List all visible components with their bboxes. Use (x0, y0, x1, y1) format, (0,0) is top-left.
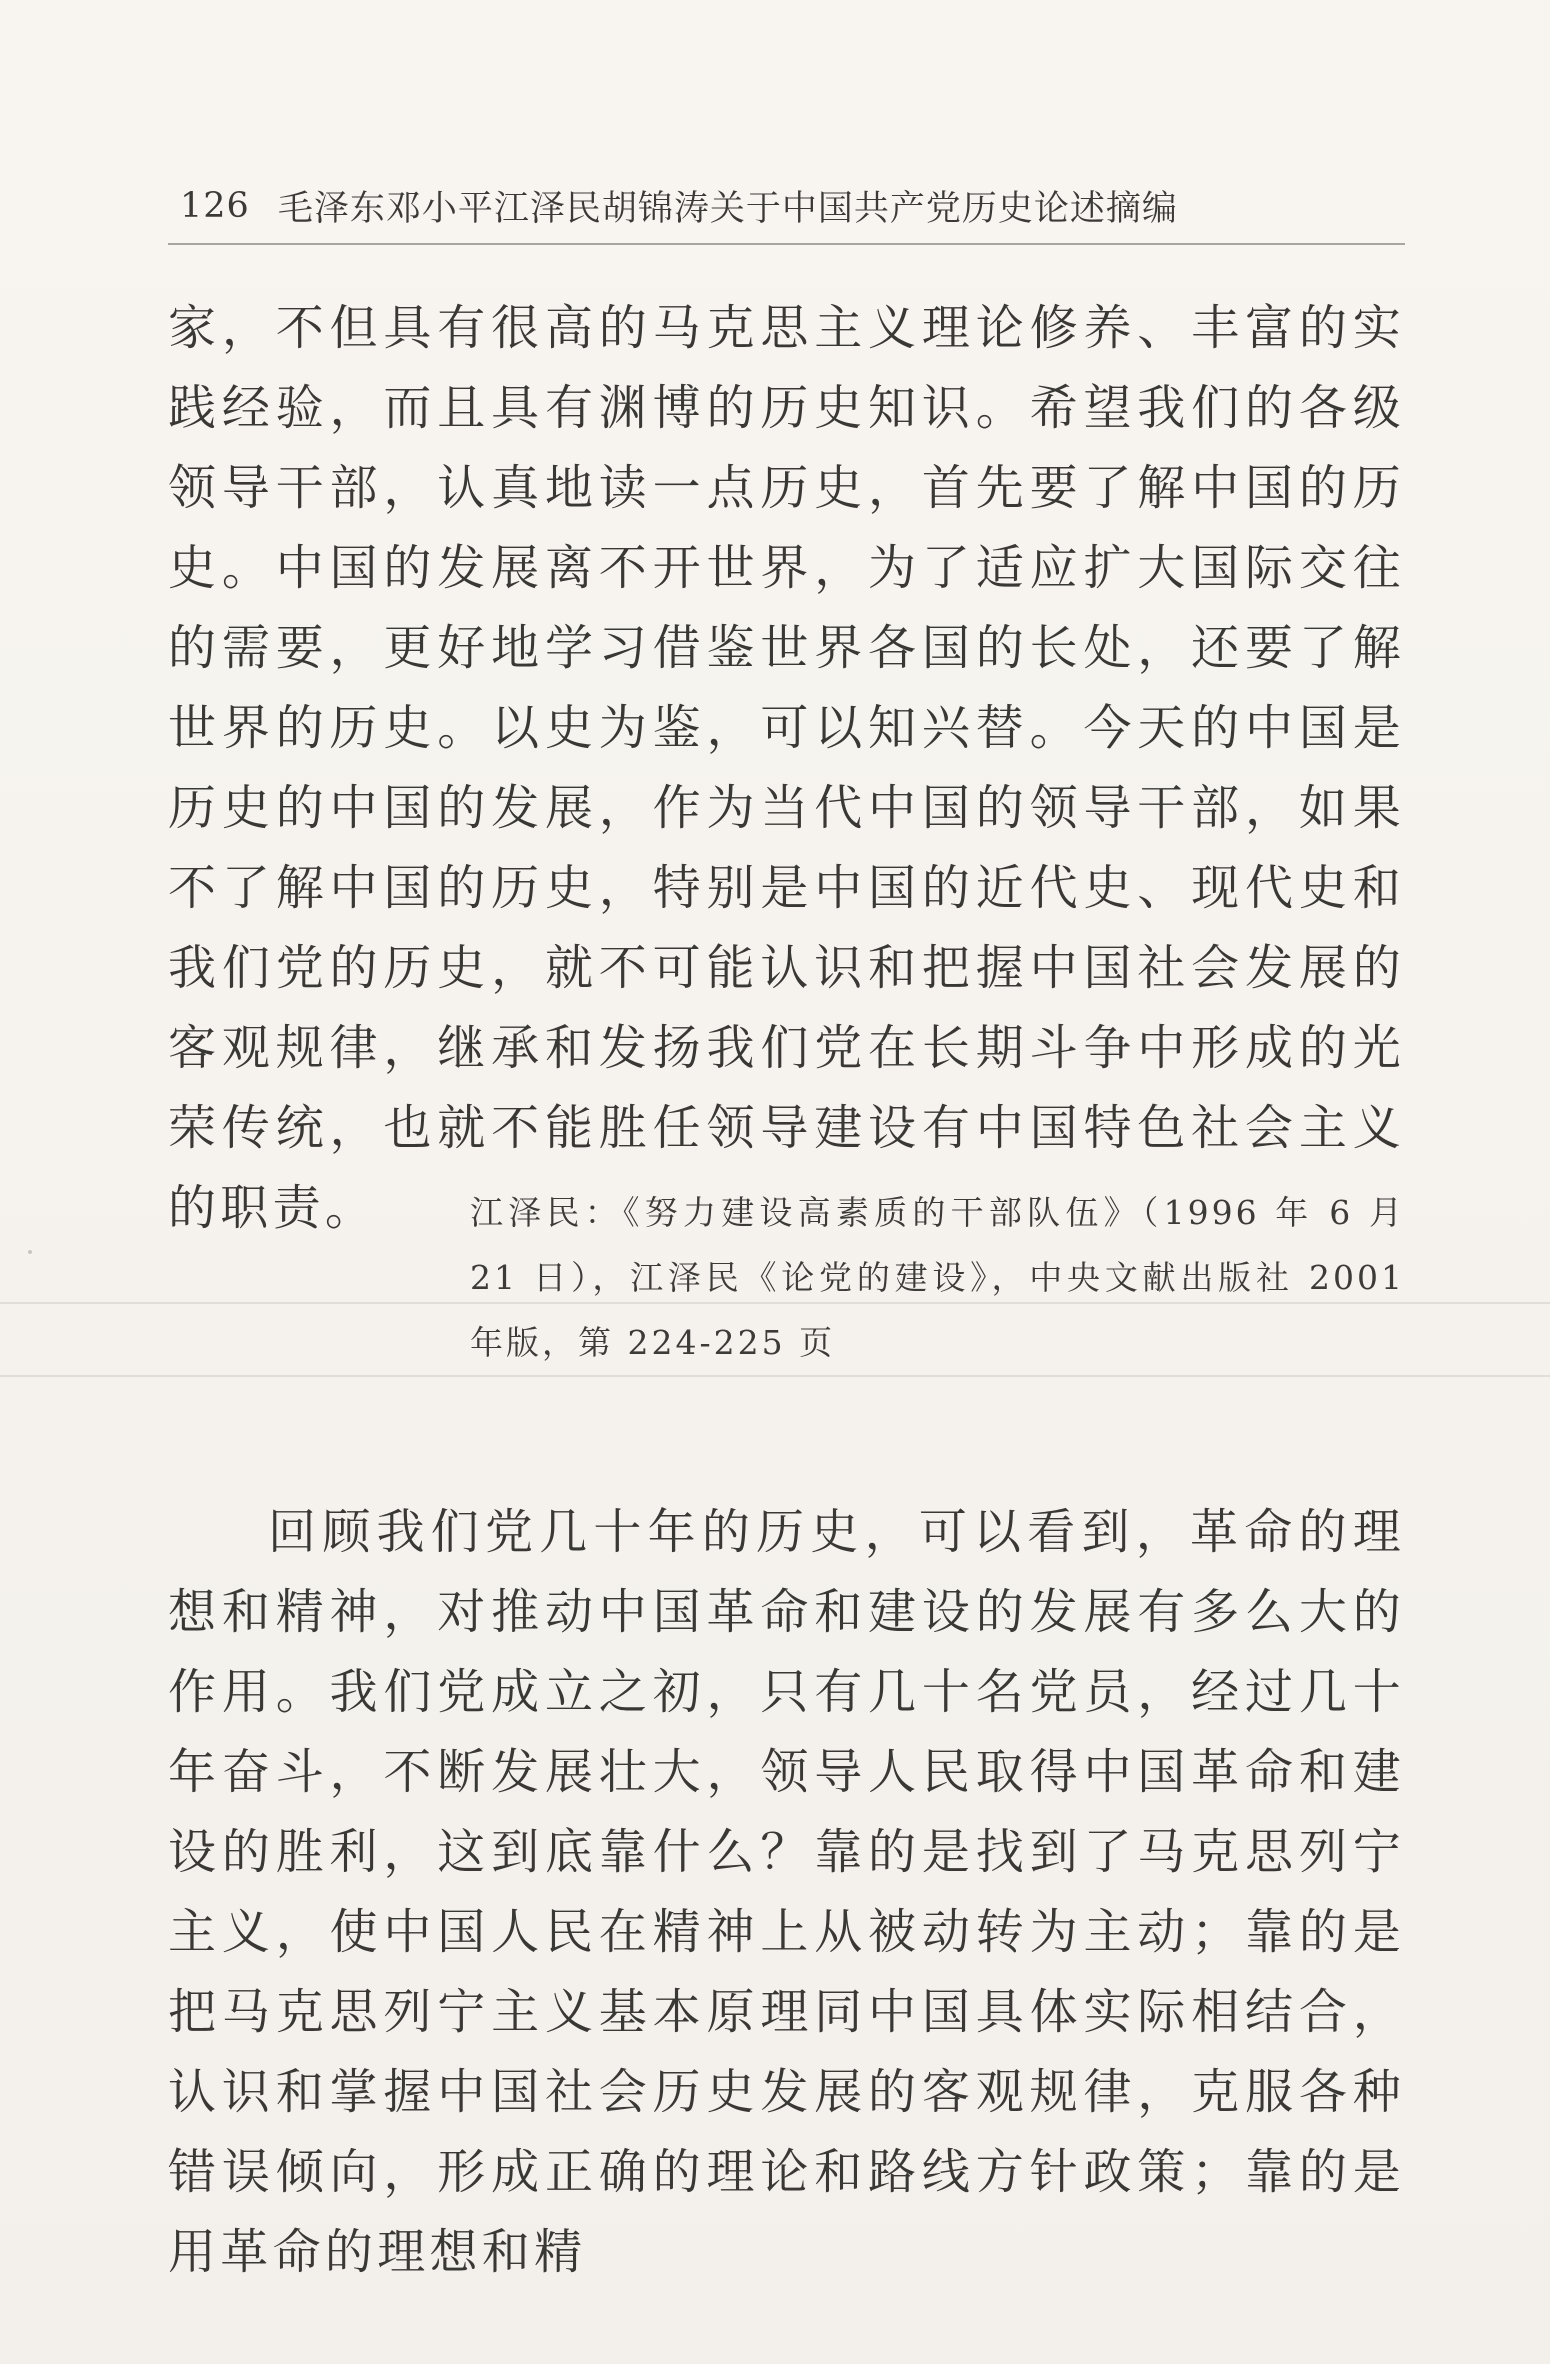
book-title: 毛泽东邓小平江泽民胡锦涛关于中国共产党历史论述摘编 (277, 189, 1178, 229)
scan-speck (28, 1250, 32, 1254)
body-paragraph-2: 回顾我们党几十年的历史，可以看到，革命的理想和精神，对推动中国革命和建设的发展有多么大的作用。我们党成立之初，只有几十名党员，经过几十年奋斗，不断发展壮大，领导人民取得中国革命和建设的胜利，这到底靠什么？靠的是找到了马克思列宁主义，使中国人民在精神上从被动转为主动；靠的是把马克思列宁主义基本原理同中国具体实际相结合，认识和掌握中国社会历史发展的客观规律，克服各种错误倾向，形成正确的理论和路线方针政策；靠的是用革命的理想和精 (168, 1504, 1405, 2280)
quote-block-1 (168, 288, 1405, 1248)
header-rule (168, 243, 1405, 245)
source-citation: 江泽民：《努力建设高素质的干部队伍》（1996 年 6 月 21 日），江泽民《论党的建设》，中央文献出版社 2001 年版，第 224-225 页 (470, 1193, 1406, 1362)
scan-artifact-line (0, 1302, 1550, 1304)
scan-artifact-line (0, 1375, 1550, 1377)
body-paragraph-1: 家，不但具有很高的马克思主义理论修养、丰富的实践经验，而且具有渊博的历史知识。希望我们的各级领导干部，认真地读一点历史，首先要了解中国的历史。中国的发展离不开世界，为了适应扩大国际交往的需要，更好地学习借鉴世界各国的长处，还要了解世界的历史。以史为鉴，可以知兴替。今天的中国是历史的中国的发展，作为当代中国的领导干部，如果不了解中国的历史，特别是中国的近代史、现代史和我们党的历史，就不可能认识和把握中国社会发展的客观规律，继承和发扬我们党在长期斗争中形成的光荣传统，也就不能胜任领导建设有中国特色社会主义的职责。 (168, 300, 1405, 1236)
page-number: 126 (180, 186, 250, 226)
quote-block-2 (168, 1492, 1405, 2292)
running-header (180, 178, 1405, 234)
